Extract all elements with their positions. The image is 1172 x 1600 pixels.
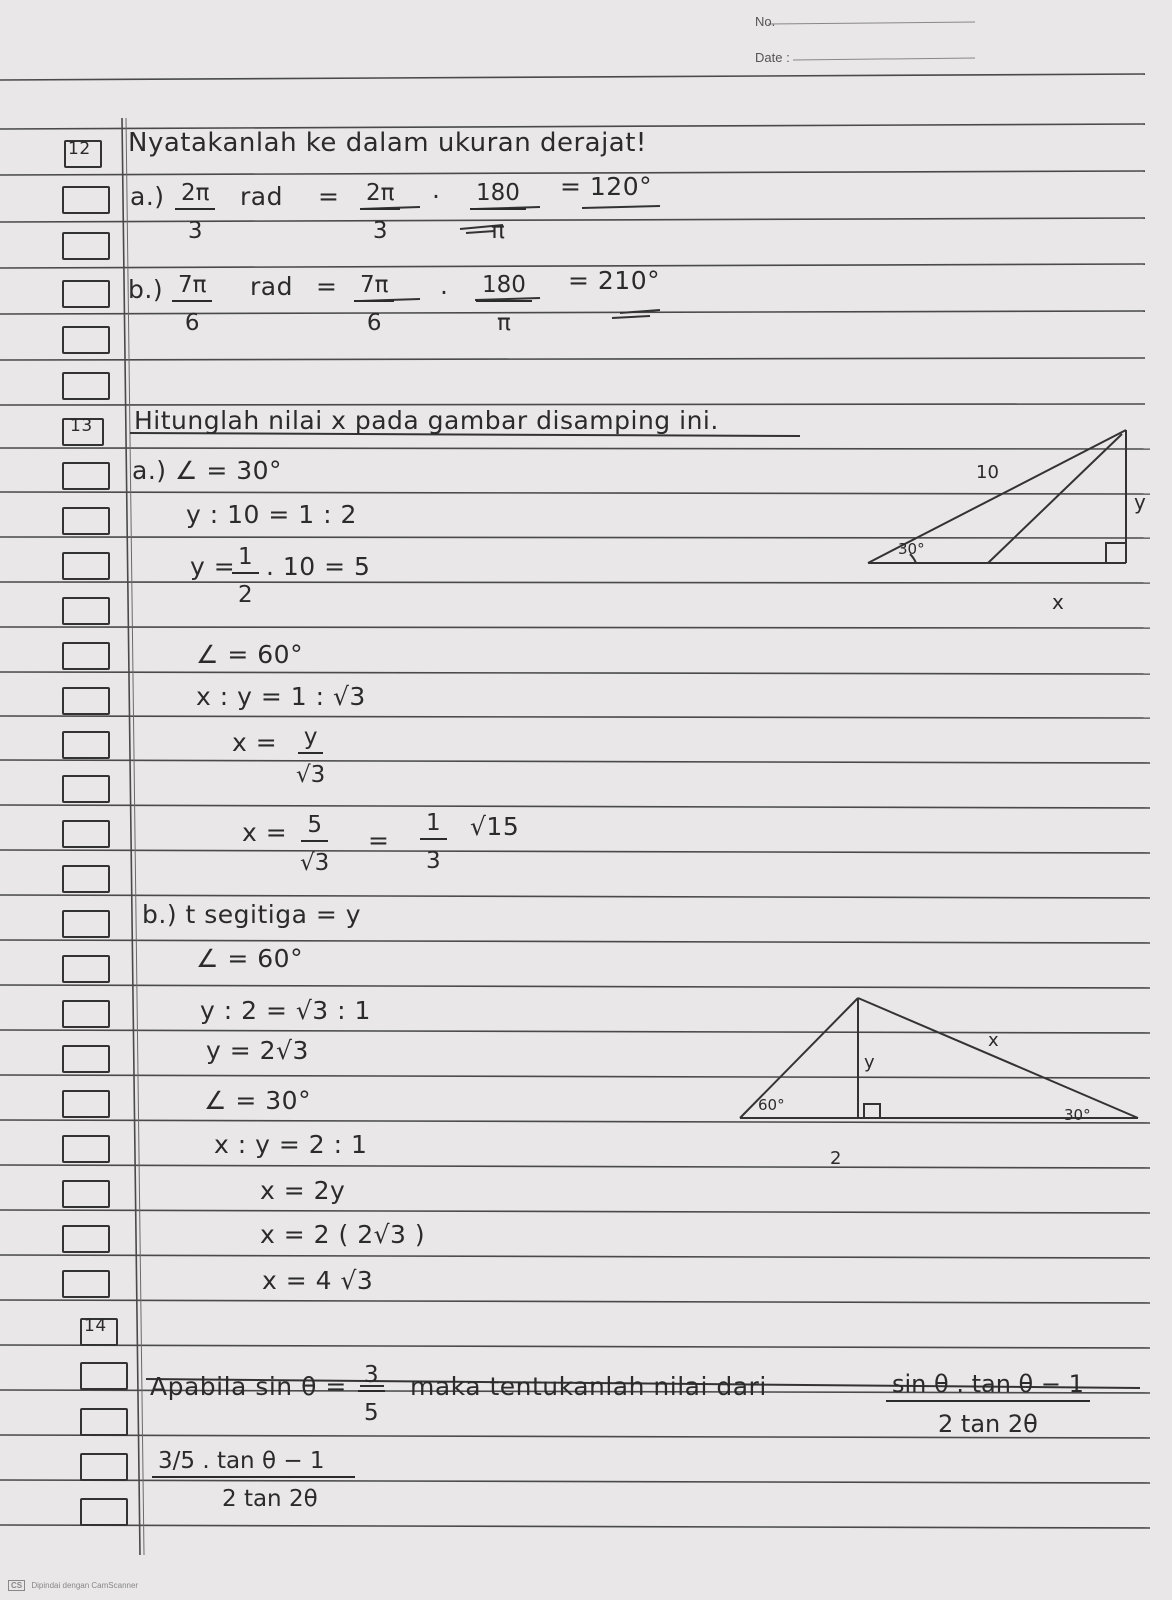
- margin-box: [62, 910, 110, 938]
- margin-box: [62, 865, 110, 893]
- fig-a-right-angle-mark: [1106, 543, 1126, 563]
- q13b-line-7: x = 2y: [260, 1176, 346, 1205]
- q12b-fraction-3: [476, 272, 532, 336]
- fig-b-right-angle-mark: [864, 1104, 880, 1118]
- q14-text-pre: Apabila sin θ =: [150, 1372, 347, 1401]
- margin-box: [62, 462, 110, 490]
- q12b-den-1: 6: [184, 310, 200, 336]
- q13a-l7-num: 5: [301, 812, 328, 842]
- q12b-num-1: 7π: [172, 272, 212, 302]
- q12b-num-2: 7π: [354, 272, 394, 302]
- q13b-line-2: ∠ = 60°: [196, 944, 304, 973]
- fig-b-label-hyp: x: [988, 1030, 999, 1051]
- fig-a-label-base: x: [1052, 590, 1064, 614]
- margin-box: [62, 1270, 110, 1298]
- margin-box: [62, 507, 110, 535]
- scanner-footer-text: Dipindai dengan CamScanner: [31, 1581, 139, 1590]
- fig-a-label-side: y: [1134, 490, 1146, 514]
- q13a-line-5: x : y = 1 : √3: [196, 682, 366, 711]
- margin-box: [62, 552, 110, 580]
- q12a-fraction-2: [360, 180, 400, 244]
- q14-expression-num: sin θ . tan θ − 1: [886, 1370, 1090, 1402]
- q13-title: Hitunglah nilai x pada gambar disamping ini.: [134, 406, 719, 435]
- fig-a-label-angle: 30°: [898, 540, 925, 558]
- q12-number: 12: [68, 139, 91, 159]
- q13a-line-2: y : 10 = 1 : 2: [186, 500, 357, 529]
- q12a-fraction-3: [470, 180, 526, 244]
- fig-b-right-side: [858, 998, 1138, 1118]
- q13a-line-7-fraction-2: [420, 810, 447, 874]
- q13a-line-6-fraction: [296, 724, 325, 788]
- q13a-l3-num: 1: [232, 544, 259, 574]
- q12a-dot: ·: [432, 182, 441, 211]
- margin-box: [62, 731, 110, 759]
- margin-box: [62, 326, 110, 354]
- q12a-den-2: 3: [372, 218, 388, 244]
- q12a-num-3: 180: [470, 180, 526, 210]
- margin-box: [62, 372, 110, 400]
- q14-expression: [886, 1370, 1090, 1438]
- q13-number: 13: [70, 416, 93, 436]
- margin-box: [62, 1045, 110, 1073]
- margin-box: [62, 280, 110, 308]
- q12a-num-1: 2π: [175, 180, 215, 210]
- margin-box: [62, 1000, 110, 1028]
- q14-frac-num: 3: [358, 1362, 385, 1392]
- q12b-rad: rad: [250, 272, 293, 301]
- q13b-line-8: x = 2 ( 2√3 ): [260, 1220, 426, 1249]
- q13a-l3-den: 2: [238, 582, 253, 608]
- q13a-line-7-eq: =: [368, 826, 390, 855]
- margin-box: [62, 1135, 110, 1163]
- margin-box: [62, 1180, 110, 1208]
- margin-box: [62, 186, 110, 214]
- q13b-line-1: b.) t segitiga = y: [142, 900, 362, 929]
- q13a-line-6-pre: x =: [232, 728, 278, 757]
- fig-b-label-height: y: [864, 1052, 875, 1073]
- q14-expression-den: 2 tan 2θ: [938, 1410, 1038, 1438]
- margin-box: [62, 820, 110, 848]
- q13b-line-4: y = 2√3: [206, 1036, 309, 1065]
- q13a-line-7-post: √15: [470, 812, 520, 841]
- q12b-result: = 210°: [568, 266, 661, 295]
- q13a-line-7-pre: x =: [242, 818, 288, 847]
- q13a-line-3-pre: y =: [190, 552, 236, 581]
- q13a-l7-den: √3: [300, 850, 330, 876]
- camscanner-logo: CS: [8, 1580, 25, 1591]
- margin-box: [80, 1453, 128, 1481]
- q12b-den-2: 6: [366, 310, 382, 336]
- header-no-label: No.: [755, 14, 776, 29]
- margin-box: [80, 1408, 128, 1436]
- q12a-num-2: 2π: [360, 180, 400, 210]
- q12a-fraction-1: [175, 180, 215, 244]
- margin-box: [62, 955, 110, 983]
- margin-box: [62, 775, 110, 803]
- q13b-line-5: ∠ = 30°: [204, 1086, 312, 1115]
- q13b-line-9: x = 4 √3: [262, 1266, 374, 1295]
- q13a-line-7-fraction: [300, 812, 329, 876]
- q12a-eq: =: [318, 182, 340, 211]
- q12a-prefix: a.): [130, 182, 165, 211]
- q12b-dot: ·: [440, 278, 449, 307]
- q12b-den-3: π: [497, 310, 511, 336]
- q12b-prefix: b.): [128, 275, 164, 304]
- fig-a-label-hyp: 10: [976, 462, 999, 483]
- q13a-line-4: ∠ = 60°: [196, 640, 304, 669]
- q14-number: 14: [84, 1316, 107, 1336]
- q12a-rad: rad: [240, 182, 283, 211]
- q12a-result: = 120°: [560, 172, 653, 201]
- q12b-fraction-1: [172, 272, 212, 336]
- margin-box: [62, 1090, 110, 1118]
- q14-frac: [358, 1362, 385, 1426]
- q14-working-num: 3/5 . tan θ − 1: [152, 1448, 355, 1478]
- margin-box: [62, 687, 110, 715]
- q12b-eq: =: [316, 272, 338, 301]
- q12b-fraction-2: [354, 272, 394, 336]
- q12-title: Nyatakanlah ke dalam ukuran derajat!: [128, 128, 647, 158]
- q13b-line-6: x : y = 2 : 1: [214, 1130, 368, 1159]
- q13a-l6-num: y: [298, 724, 324, 754]
- q12b-num-3: 180: [476, 272, 532, 302]
- fig-b-label-angle-right: 30°: [1064, 1106, 1091, 1124]
- q12a-den-1: 3: [187, 218, 203, 244]
- header-date-label: Date :: [755, 50, 790, 65]
- q14-text-post: maka tentukanlah nilai dari: [410, 1372, 767, 1401]
- margin-box: [62, 642, 110, 670]
- q13a-l7-num-2: 1: [420, 810, 447, 840]
- scanner-footer: [8, 1580, 138, 1591]
- q13b-line-3: y : 2 = √3 : 1: [200, 996, 371, 1025]
- figure-a-triangle: [840, 418, 1160, 618]
- margin-box: [62, 1225, 110, 1253]
- q13a-l6-den: √3: [296, 762, 326, 788]
- q13a-line-1: a.) ∠ = 30°: [132, 456, 283, 485]
- margin-box: [62, 597, 110, 625]
- q12a-den-3: π: [491, 218, 505, 244]
- q13a-line-3-post: . 10 = 5: [266, 552, 371, 581]
- q13a-l7-den-2: 3: [426, 848, 441, 874]
- fig-b-label-angle-left: 60°: [758, 1096, 785, 1114]
- margin-box: [62, 232, 110, 260]
- fig-a-inner-line: [988, 434, 1122, 563]
- q14-working: [152, 1448, 355, 1512]
- margin-box: [80, 1362, 128, 1390]
- q13a-line-3-fraction: [232, 544, 259, 608]
- q14-frac-den: 5: [364, 1400, 379, 1426]
- fig-b-label-base: 2: [830, 1148, 842, 1169]
- margin-box: [80, 1498, 128, 1526]
- q14-working-den: 2 tan 2θ: [222, 1486, 318, 1512]
